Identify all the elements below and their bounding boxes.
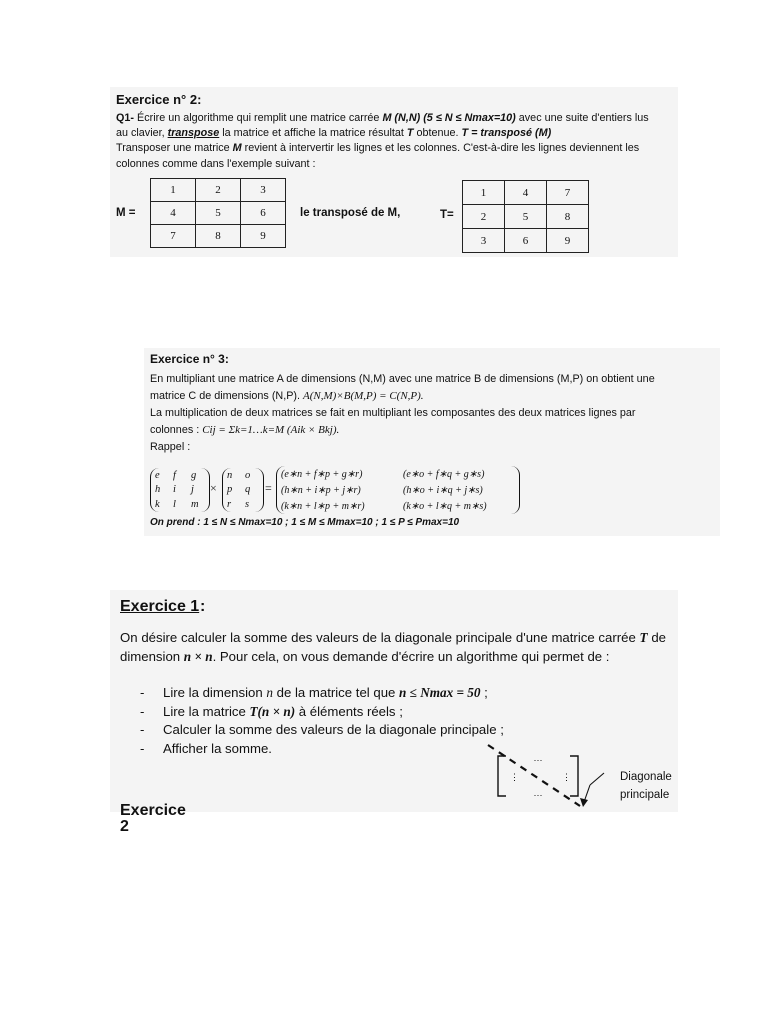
matrix-cell: 7 (547, 181, 589, 205)
right-bracket (570, 756, 578, 796)
dots-bottom: ··· (533, 790, 543, 800)
dots-top: ··· (533, 755, 543, 765)
ex2-line-2: au clavier, transpose la matrice et affiche la matrice résultat T obtenue. T = transposé (M) (116, 127, 552, 140)
matrix-cell: 1 (151, 179, 196, 202)
matrix-entry: k (155, 499, 160, 511)
matrix-a (150, 468, 210, 512)
matrix-b (222, 468, 264, 512)
matrix-cell: 3 (463, 229, 505, 253)
matrix-cell: 6 (505, 229, 547, 253)
matrix-entry: s (245, 499, 250, 511)
matrix-entry: o (245, 469, 251, 481)
matrix-entry: r (227, 499, 232, 511)
matrix-entry: (k∗o + l∗q + m∗s) (403, 500, 487, 512)
bullet-dash: - (140, 722, 145, 737)
bullet-dash: - (140, 740, 145, 756)
list-item: - Calculer la somme des valeurs de la diagonale principale ; (140, 721, 504, 740)
exercise-1-statement: On désire calculer la somme des valeurs de la diagonale principale d'une matrice carrée T de dimension n × n. Pour cela, on vous demande d'écrire un algorithme qui permet de : (120, 630, 666, 664)
next-exercise-cutoff-title: Exercice 2 (120, 802, 186, 835)
times-operator: × (210, 481, 217, 495)
ex2-line-3: Transposer une matrice M revient à intervertir les lignes et les colonnes. C'est-à-dire les lignes deviennent les (116, 142, 640, 155)
ex3-rappel: Rappel : (150, 441, 191, 453)
matrix-entry: i (173, 484, 176, 496)
ex3-line-4: colonnes : Cij = Σk=1…k=M (Aik × Bkj). (150, 424, 340, 436)
matrix-entry: (k∗n + l∗p + m∗r) (281, 500, 365, 512)
bullet-dash: - (140, 685, 145, 700)
exercise-1-title: Exercice 1 (120, 598, 200, 615)
matrix-cell: 9 (241, 225, 286, 248)
label-pointer (590, 773, 604, 785)
equals-operator: = (265, 481, 272, 495)
exercise-3-statement (150, 371, 716, 456)
ex3-line-3: La multiplication de deux matrices se fait en multipliant les composantes des deux matrices lignes par (150, 407, 636, 419)
matrix-cell: 4 (505, 181, 547, 205)
bullet-dash: - (140, 703, 145, 719)
matrix-entry: p (227, 484, 233, 496)
matrix-cell: 2 (196, 179, 241, 202)
diagonal-label: Diagonale principale (620, 771, 672, 801)
matrix-m-label: M = (116, 207, 136, 219)
matrix-cell: 6 (241, 202, 286, 225)
transpose-caption: le transposé de M, (300, 207, 401, 219)
matrix-cell: 5 (196, 202, 241, 225)
matrix-entry: m (191, 499, 199, 511)
matrix-entry: g (191, 469, 197, 481)
matrix-m-table (150, 178, 286, 248)
matrix-t-table (462, 180, 589, 253)
matrix-cell: 7 (151, 225, 196, 248)
exercise-3-title: Exercice n° 3: (150, 352, 229, 366)
matrix-cell: 8 (547, 205, 589, 229)
left-bracket (498, 756, 506, 796)
ex3-line-2: matrice C de dimensions (N,P). A(N,M)×B(M,P) = C(N,P). (150, 390, 424, 402)
exercise-1-title-colon: : (200, 598, 206, 615)
matrix-entry: n (227, 469, 233, 481)
exercise-3-constraints: On prend : 1 ≤ N ≤ Nmax=10 ; 1 ≤ M ≤ Mmax=10 ; 1 ≤ P ≤ Pmax=10 (150, 517, 460, 528)
arrow-head-icon (580, 798, 588, 807)
matrix-entry: f (173, 469, 176, 481)
dots-right: ⋮ (562, 772, 571, 782)
matrix-cell: 8 (196, 225, 241, 248)
matrix-entry: (e∗n + f∗p + g∗r) (281, 468, 363, 480)
matrix-entry: (h∗n + i∗p + j∗r) (281, 484, 361, 496)
matrix-entry: (h∗o + i∗q + j∗s) (403, 484, 483, 496)
matrix-cell: 1 (463, 181, 505, 205)
exercise-2-title: Exercice n° 2: (116, 92, 202, 107)
exercise-2-statement (116, 111, 676, 172)
matrix-cell: 9 (547, 229, 589, 253)
ex2-line-4: colonnes comme dans l'exemple suivant : (116, 157, 316, 170)
diagonal-matrix-diagram (480, 740, 610, 810)
matrix-entry: h (155, 484, 161, 496)
matrix-cell: 3 (241, 179, 286, 202)
matrix-entry: l (173, 499, 176, 511)
list-item: - Afficher la somme. (140, 740, 504, 759)
matrix-cell: 2 (463, 205, 505, 229)
matrix-entry: (e∗o + f∗q + g∗s) (403, 468, 485, 480)
ex3-line-1: En multipliant une matrice A de dimensions (N,M) avec une matrice B de dimensions (M,P) on obtient une (150, 373, 655, 385)
matrix-entry: e (155, 469, 160, 481)
matrix-entry: q (245, 484, 251, 496)
ex2-line-1: Q1- Écrire un algorithme qui remplit une matrice carrée M (N,N) (5 ≤ N ≤ Nmax=10) avec une suite d'entiers lus (116, 112, 649, 124)
exercise-1-steps (140, 684, 504, 758)
dots-left: ⋮ (510, 772, 519, 782)
matrix-cell: 4 (151, 202, 196, 225)
matrix-t-label: T= (440, 209, 454, 221)
list-item: - Lire la matrice T(n × n) à éléments réels ; (140, 703, 504, 722)
matrix-cell: 5 (505, 205, 547, 229)
list-item: - Lire la dimension n de la matrice tel que n ≤ Nmax = 50 ; (140, 684, 504, 703)
matrix-c (276, 466, 520, 514)
matrix-entry: j (191, 484, 194, 496)
